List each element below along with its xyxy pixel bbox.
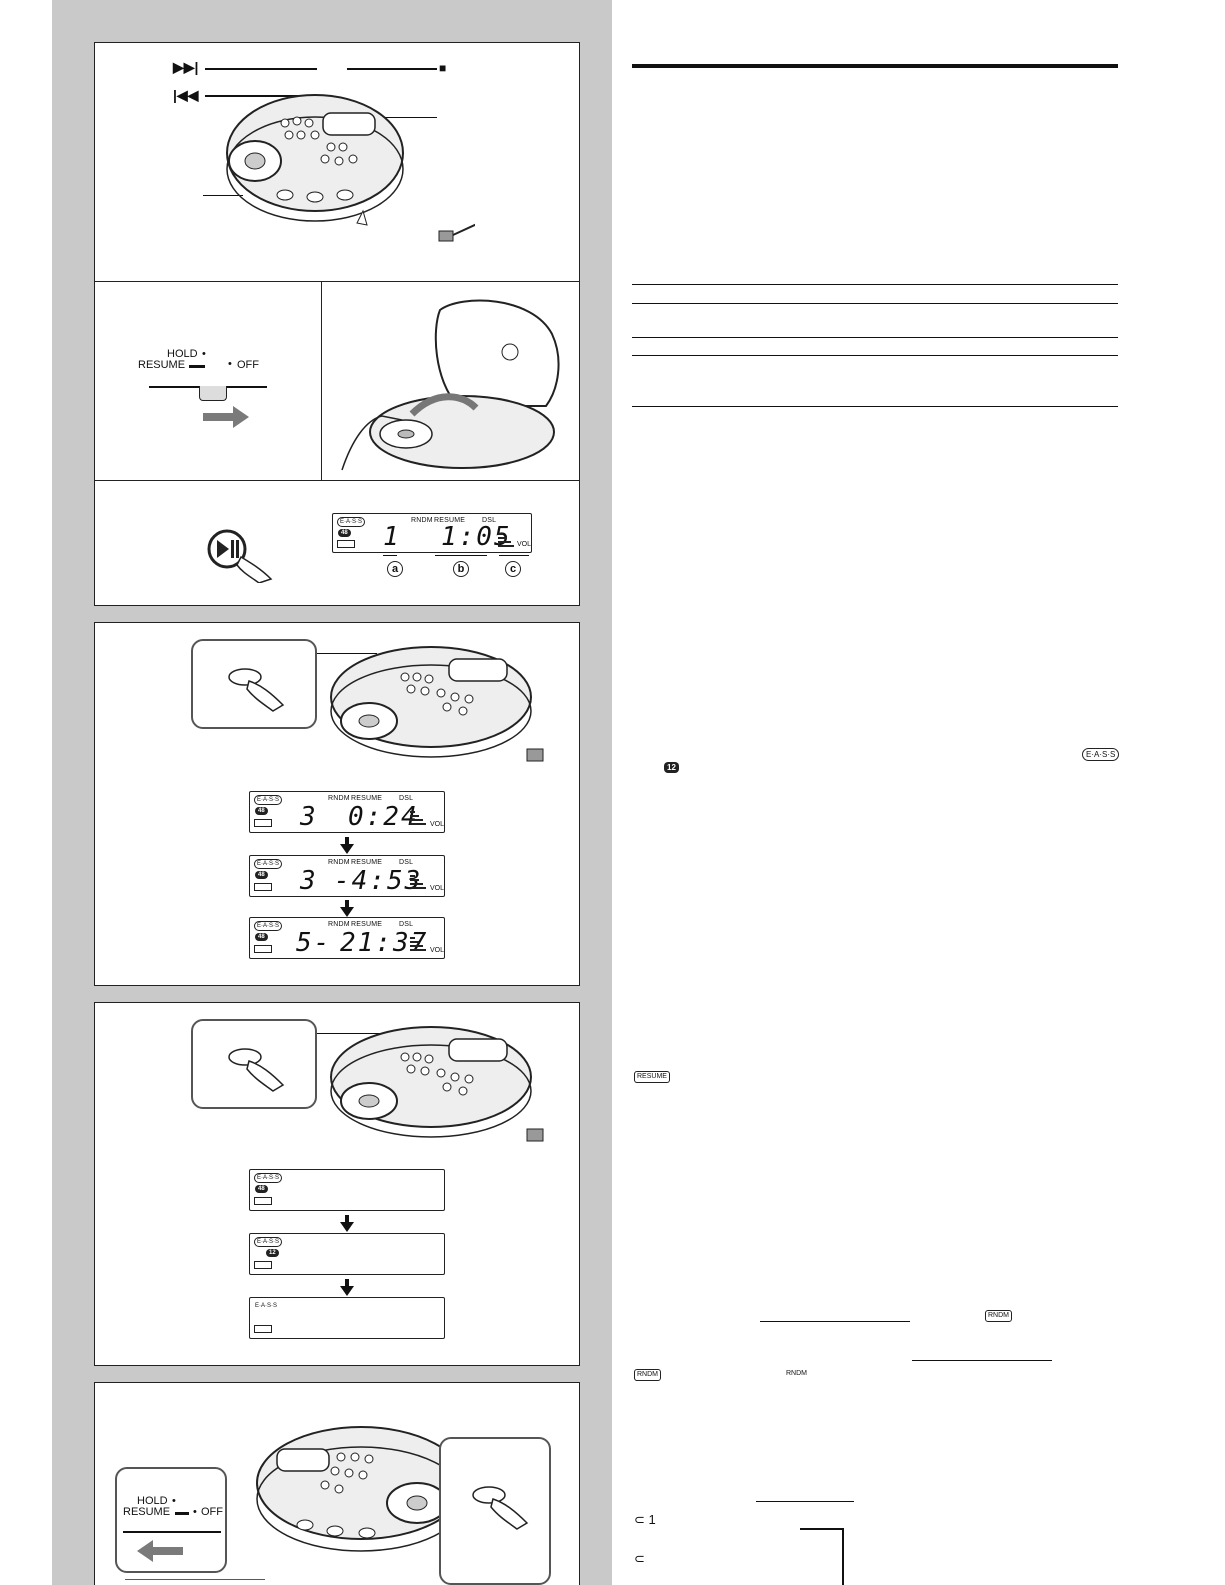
off-dot: • xyxy=(193,1506,197,1518)
volume-bars-icon xyxy=(410,874,428,890)
track-number: 3 xyxy=(300,866,318,896)
rndm-indicator: RNDM xyxy=(328,921,350,928)
link-underline xyxy=(125,1579,265,1580)
vol-label: VOL xyxy=(430,885,445,892)
battery-indicator xyxy=(254,1261,272,1269)
rndm-indicator: RNDM xyxy=(328,859,350,866)
bracket-c xyxy=(499,555,529,556)
eass-48-indicator: 48 xyxy=(255,1185,268,1193)
panel-resume xyxy=(94,1382,580,1585)
press-button-icon[interactable] xyxy=(471,1485,535,1531)
lcd-display xyxy=(332,513,532,553)
eass-indicator: E·A·S·S xyxy=(254,859,282,869)
volume-bars-icon xyxy=(410,810,428,826)
callout-a: a xyxy=(387,561,403,577)
resume-indicator: RESUME xyxy=(351,921,383,928)
lcd-remaining xyxy=(249,855,445,897)
press-button-icon[interactable] xyxy=(227,1047,291,1093)
hold-dot: • xyxy=(172,1495,176,1507)
dsl-indicator: DSL xyxy=(399,795,414,802)
off-label: OFF xyxy=(237,359,259,371)
battery-indicator xyxy=(337,540,355,548)
stop-leader-line xyxy=(347,68,437,70)
switch-knob xyxy=(199,386,227,401)
underline-3 xyxy=(756,1501,854,1502)
resume-badge-inline: RESUME xyxy=(634,1071,670,1083)
eass-badge-inline: E·A·S·S xyxy=(1082,748,1119,761)
time-value: -4:53 xyxy=(334,866,423,896)
title-rule xyxy=(632,64,1118,68)
elapsed-time: 1:05 xyxy=(441,522,512,552)
battery-indicator xyxy=(254,819,272,827)
repeat-one-icon: ⊂ 1 xyxy=(634,1512,656,1527)
repeat-bracket-side xyxy=(842,1528,844,1585)
panel-insert-disc xyxy=(321,281,580,481)
dsl-indicator: DSL xyxy=(399,859,414,866)
bracket-a xyxy=(383,555,397,556)
table-rule-1 xyxy=(632,284,1118,285)
resume-bar xyxy=(189,365,205,368)
cd-player-illustration xyxy=(321,1017,551,1157)
eass-indicator: E·A·S·S xyxy=(254,1237,282,1247)
arrow-down-2-icon xyxy=(340,1286,354,1296)
eass-button-callout xyxy=(191,1019,317,1109)
next-track-symbol: ▶▶| xyxy=(173,59,199,75)
next-leader-line xyxy=(205,68,317,70)
lcd-eass-12 xyxy=(249,1233,445,1275)
eass-indicator: E·A·S·S xyxy=(254,795,282,805)
rndm-indicator: RNDM xyxy=(411,517,433,524)
arrow-down-1-icon xyxy=(340,1222,354,1232)
eass-48-indicator: 48 xyxy=(255,807,268,815)
panel-play-display xyxy=(94,480,580,606)
resume-indicator: RESUME xyxy=(434,517,466,524)
dsl-indicator: DSL xyxy=(482,517,497,524)
table-rule-5 xyxy=(632,406,1118,407)
left-margin xyxy=(0,0,52,1585)
rndm-badge-inline-1: RNDM xyxy=(985,1310,1012,1322)
eass-indicator: E·A·S·S xyxy=(255,1303,278,1309)
time-value: 0:24 xyxy=(348,802,419,832)
slide-right-arrow-icon xyxy=(203,404,251,430)
eass-48-indicator: 48 xyxy=(255,871,268,879)
twelve-badge-inline: 12 xyxy=(664,762,679,773)
panel-display-modes xyxy=(94,622,580,986)
insert-disc-illustration xyxy=(332,290,572,476)
track-number: 3 xyxy=(300,802,318,832)
panel-eass-modes xyxy=(94,1002,580,1366)
vol-label: VOL xyxy=(430,947,445,954)
battery-indicator xyxy=(254,1197,272,1205)
off-label: OFF xyxy=(201,1506,223,1518)
track-number: 1 xyxy=(383,522,401,552)
callout-b: b xyxy=(453,561,469,577)
battery-indicator xyxy=(254,945,272,953)
eass-48-indicator: 48 xyxy=(338,529,351,537)
vol-label: VOL xyxy=(517,541,532,548)
arrow-down-1-icon xyxy=(340,844,354,854)
display-button-callout xyxy=(191,639,317,729)
lcd-total xyxy=(249,917,445,959)
eass-indicator: E·A·S·S xyxy=(337,517,365,527)
rndm-indicator: RNDM xyxy=(328,795,350,802)
rndm-text-inline: RNDM xyxy=(786,1370,807,1377)
repeat-all-icon: ⊂ xyxy=(634,1551,645,1566)
cd-player-illustration xyxy=(321,637,551,777)
play-pause-button-icon[interactable] xyxy=(205,527,285,583)
switch-track xyxy=(123,1531,221,1533)
hold-dot: • xyxy=(202,348,206,360)
eass-48-indicator: 48 xyxy=(255,933,268,941)
play-button-callout xyxy=(439,1437,551,1585)
battery-indicator xyxy=(254,1325,272,1333)
panel-player-overview xyxy=(94,42,580,282)
slide-left-arrow-icon xyxy=(137,1539,183,1563)
hold-label: HOLD xyxy=(167,348,198,360)
battery-indicator xyxy=(254,883,272,891)
resume-bar xyxy=(175,1512,189,1515)
volume-bars-icon xyxy=(498,532,516,548)
hold-switch-callout xyxy=(115,1467,227,1573)
resume-indicator: RESUME xyxy=(351,795,383,802)
table-rule-4 xyxy=(632,355,1118,356)
table-rule-2 xyxy=(632,303,1118,304)
eass-indicator: E·A·S·S xyxy=(254,1173,282,1183)
track-count: 5- xyxy=(296,928,332,958)
stop-symbol: ■ xyxy=(439,61,447,75)
callout-c: c xyxy=(505,561,521,577)
underline-2 xyxy=(912,1360,1052,1361)
resume-label: RESUME xyxy=(123,1506,171,1518)
vol-label: VOL xyxy=(430,821,445,828)
panel-hold-switch xyxy=(94,281,322,481)
lcd-eass-off xyxy=(249,1297,445,1339)
lcd-elapsed xyxy=(249,791,445,833)
lcd-eass-48 xyxy=(249,1169,445,1211)
eass-indicator: E·A·S·S xyxy=(254,921,282,931)
rndm-badge-inline-2: RNDM xyxy=(634,1369,661,1381)
cd-player-illustration xyxy=(215,83,475,273)
off-dot: • xyxy=(228,358,232,370)
time-value: 21:37 xyxy=(340,928,429,958)
arrow-down-2-icon xyxy=(340,907,354,917)
bracket-b xyxy=(435,555,487,556)
eass-12-indicator: 12 xyxy=(266,1249,279,1257)
press-button-icon[interactable] xyxy=(227,667,291,713)
hold-label: HOLD xyxy=(137,1495,168,1507)
volume-bars-icon xyxy=(410,936,428,952)
underline-1 xyxy=(760,1321,910,1322)
dsl-indicator: DSL xyxy=(399,921,414,928)
table-rule-3 xyxy=(632,337,1118,338)
repeat-bracket-top xyxy=(800,1528,844,1530)
prev-track-symbol: |◀◀ xyxy=(173,87,199,103)
resume-indicator: RESUME xyxy=(351,859,383,866)
resume-label: RESUME xyxy=(138,359,186,371)
